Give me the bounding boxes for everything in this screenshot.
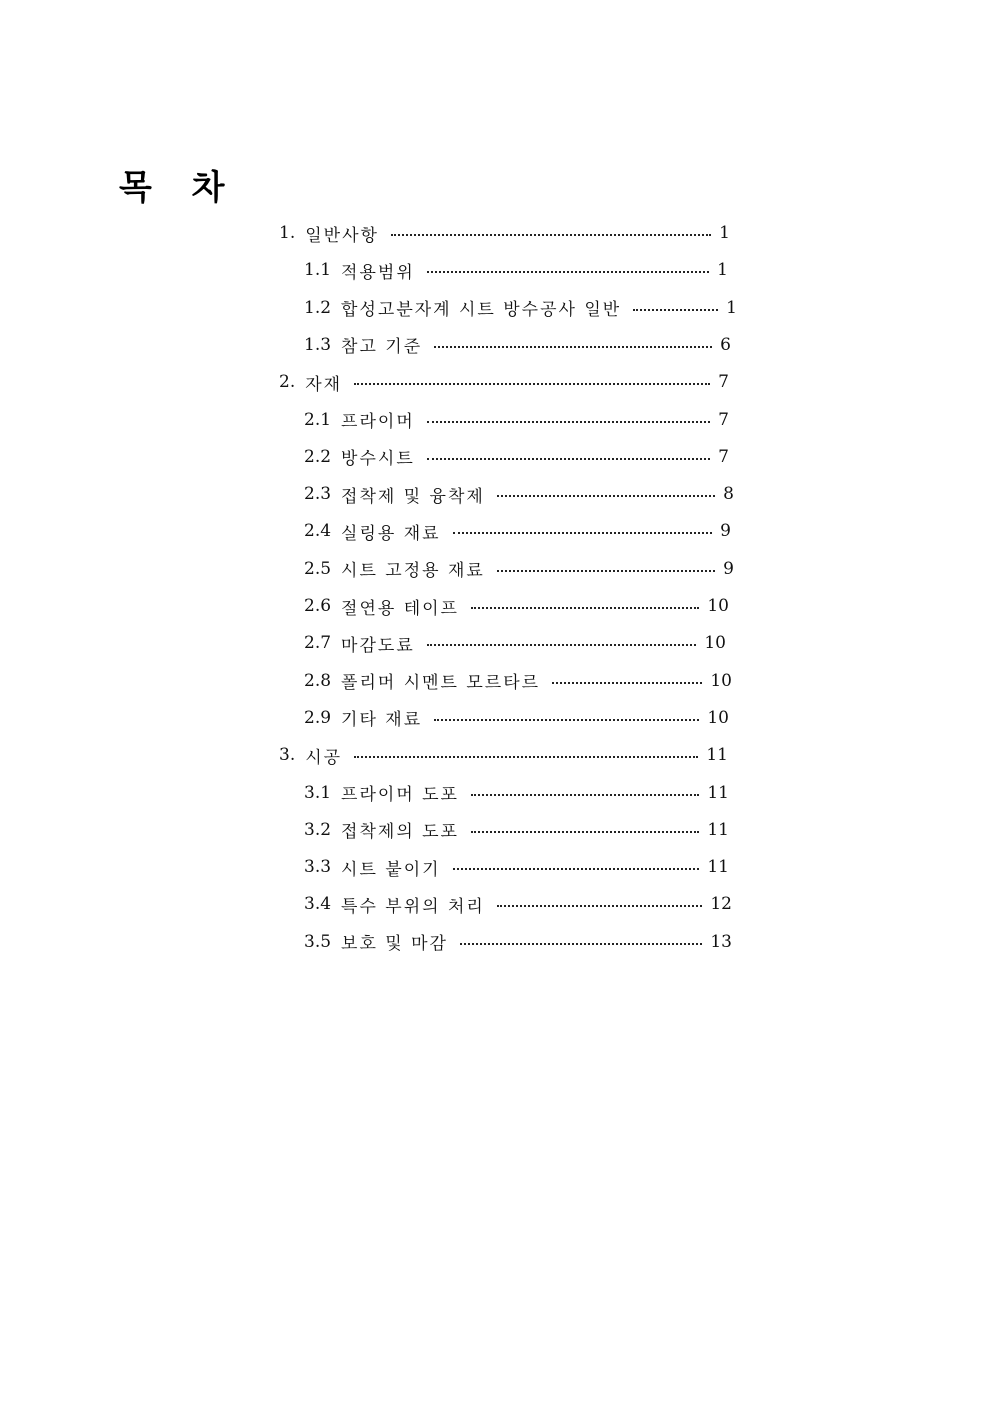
toc-entry-label: 프라이머 도포: [341, 785, 459, 805]
toc-entry-number: 3.4: [304, 894, 332, 915]
toc-entry-number: 2.3: [304, 484, 332, 505]
toc-entry-page: 11: [707, 819, 729, 840]
toc-entry-page: 8: [723, 484, 734, 505]
toc-entry-label: 시트 고정용 재료: [341, 561, 485, 582]
toc-entry-label: 마감도료: [341, 635, 415, 656]
toc-entry-page: 11: [706, 745, 728, 766]
toc-entry-label: 시공: [305, 747, 343, 768]
toc-entry-number: 1.: [279, 223, 296, 243]
toc-entry-page: 10: [710, 670, 732, 691]
toc-entry[interactable]: [304, 554, 734, 584]
dot-leader: [453, 868, 700, 870]
toc-entry-label: 참고 기준: [341, 337, 423, 358]
toc-entry-number: 2.: [279, 372, 296, 393]
toc-entry[interactable]: [304, 628, 726, 658]
dot-leader: [497, 905, 703, 907]
toc-entry[interactable]: [304, 255, 728, 285]
dot-leader: [471, 794, 699, 796]
toc-entry-label: 특수 부위의 처리: [341, 896, 485, 917]
toc-entry[interactable]: [304, 703, 729, 733]
dot-leader: [471, 607, 699, 609]
toc-entry-label: 폴리머 시멘트 모르타르: [341, 673, 541, 694]
toc-entry[interactable]: [304, 330, 731, 360]
toc-entry-label: 방수시트: [341, 449, 415, 470]
toc-entry-number: 2.9: [304, 707, 332, 728]
toc-entry-number: 3.5: [304, 931, 332, 952]
toc-entry[interactable]: [304, 852, 729, 882]
toc-entry-page: 1: [726, 297, 737, 318]
toc-entry-number: 2.2: [304, 446, 332, 467]
dot-leader: [453, 532, 713, 534]
toc-entry-page: 12: [710, 894, 732, 915]
dot-leader: [460, 943, 702, 945]
toc-entry-number: 3.: [279, 745, 296, 766]
toc-entry-label: 프라이머: [341, 412, 415, 432]
toc-entry-page: 1: [719, 223, 730, 243]
toc-entry-label: 절연용 테이프: [341, 598, 459, 619]
toc-entry-page: 9: [720, 521, 731, 542]
dot-leader: [391, 234, 711, 236]
toc-entry-page: 13: [710, 931, 732, 952]
toc-entry-number: 2.1: [304, 409, 332, 430]
toc-entry-label: 접착제 및 융착제: [341, 486, 485, 507]
toc-entry[interactable]: [304, 442, 729, 472]
toc-entry-label: 적용범위: [341, 262, 415, 283]
toc-entry-page: 10: [704, 633, 726, 654]
toc-entry-label: 접착제의 도포: [341, 822, 459, 843]
toc-entry[interactable]: [279, 740, 728, 770]
toc-entry[interactable]: [304, 405, 729, 435]
toc-entry[interactable]: [279, 218, 730, 248]
toc-entry-label: 실링용 재료: [341, 523, 441, 544]
toc-entry-number: 2.7: [304, 633, 332, 654]
dot-leader: [354, 756, 698, 758]
toc-entry-number: 2.8: [304, 670, 332, 691]
toc-entry-number: 2.6: [304, 596, 332, 616]
toc-entry-number: 1.2: [304, 297, 332, 318]
dot-leader: [427, 644, 697, 646]
dot-leader: [633, 309, 718, 311]
toc-entry-number: 1.3: [304, 334, 332, 355]
toc-entry-page: 1: [717, 260, 728, 281]
toc-entry-page: 9: [723, 558, 734, 579]
toc-entry[interactable]: [304, 591, 729, 621]
toc-entry-number: 1.1: [304, 260, 332, 281]
toc-entry[interactable]: [304, 927, 732, 957]
dot-leader: [552, 682, 702, 684]
toc-title: 목 차: [119, 168, 239, 208]
toc-entry[interactable]: [304, 815, 729, 845]
toc-entry[interactable]: [304, 778, 729, 808]
toc-entry-page: 7: [718, 372, 729, 393]
dot-leader: [434, 719, 699, 721]
toc-entry-label: 기타 재료: [341, 710, 423, 731]
toc-entry-page: 10: [707, 707, 729, 728]
toc-entry-page: 11: [707, 857, 729, 878]
dot-leader: [497, 570, 715, 572]
toc-entry-page: 11: [707, 782, 729, 803]
dot-leader: [434, 346, 712, 348]
toc-entry-number: 2.4: [304, 521, 332, 542]
toc-entry-number: 2.5: [304, 558, 332, 579]
toc-entry-number: 3.2: [304, 819, 332, 840]
toc-entry[interactable]: [304, 516, 731, 546]
dot-leader: [497, 495, 715, 497]
toc-entry[interactable]: [304, 666, 732, 696]
toc-entry-label: 합성고분자계 시트 방수공사 일반: [341, 300, 622, 321]
dot-leader: [471, 831, 699, 833]
toc-entry[interactable]: [279, 367, 729, 397]
toc-entry-page: 10: [707, 596, 729, 616]
dot-leader: [427, 458, 710, 460]
toc-entry-page: 7: [718, 446, 729, 467]
dot-leader: [427, 271, 709, 273]
toc-entry[interactable]: [304, 293, 737, 323]
toc-entry-number: 3.1: [304, 782, 332, 803]
toc-entry[interactable]: [304, 889, 732, 919]
toc-entry-number: 3.3: [304, 857, 332, 878]
dot-leader: [427, 421, 710, 423]
toc-entry-label: 보호 및 마감: [341, 934, 448, 955]
toc-entry-page: 7: [718, 409, 729, 430]
toc-entry-label: 시트 붙이기: [341, 859, 441, 880]
toc-entry-label: 자재: [305, 374, 343, 395]
toc-entry[interactable]: [304, 479, 734, 509]
toc-entry-label: 일반사항: [305, 225, 379, 246]
toc-entry-page: 6: [720, 334, 731, 355]
dot-leader: [354, 383, 710, 385]
